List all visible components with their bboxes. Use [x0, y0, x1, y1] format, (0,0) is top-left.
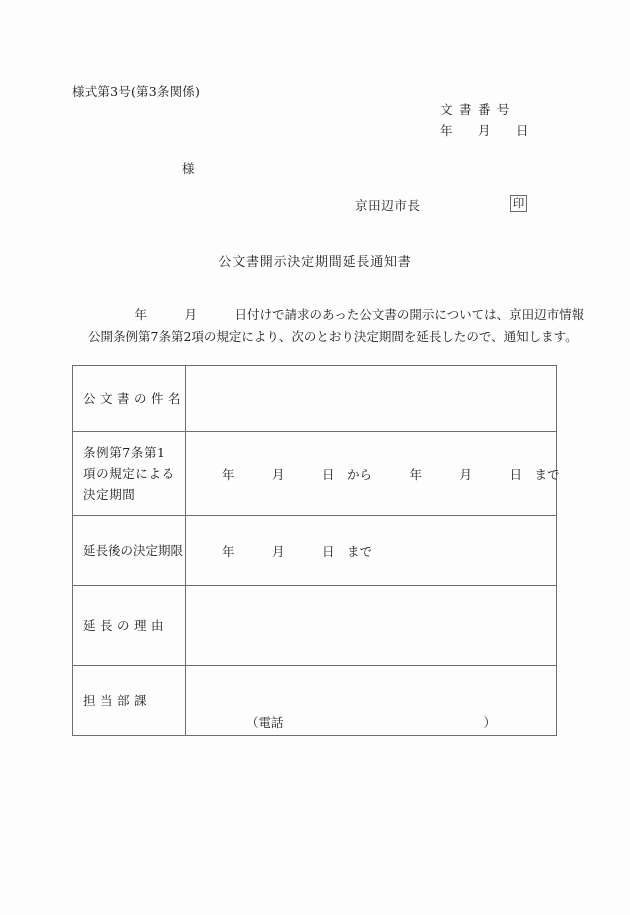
- table-row: [73, 586, 557, 666]
- table-row: [73, 516, 557, 586]
- body-line-2: 公開条例第7条第2項の規定により、次のとおり決定期間を延長したので、通知します。: [88, 329, 578, 344]
- table-row: [73, 666, 557, 736]
- row-value-subject[interactable]: [186, 366, 557, 432]
- value-text: 年 月 日 から 年 月 日 まで: [222, 466, 560, 482]
- seal-stamp-box: 印: [510, 195, 527, 212]
- table-row: [73, 432, 557, 516]
- addressee-honorific: 様: [182, 161, 195, 176]
- form-number: 様式第3号(第3条関係): [72, 84, 201, 99]
- body-paragraph: [72, 304, 585, 348]
- row-label-extended-deadline: [73, 516, 186, 586]
- document-date-label: 年 月 日: [440, 123, 536, 138]
- label-text: 条例第7条第1項の規定による決定期間: [83, 445, 175, 502]
- label-text: 延長後の決定期限: [83, 543, 184, 558]
- row-value-original-period[interactable]: [186, 432, 560, 516]
- label-text: 延長の理由: [83, 618, 169, 633]
- label-text: 担当部課: [83, 693, 152, 708]
- label-text: 公文書の件名: [83, 391, 186, 406]
- body-line-1: 年 月 日付けで請求のあった公文書の開示については、京田辺市情報: [72, 307, 585, 322]
- issuer-name: 京田辺市長: [355, 198, 421, 213]
- row-value-reason[interactable]: [186, 586, 557, 666]
- document-number-label: 文書番号: [440, 102, 517, 117]
- row-label-subject: [73, 366, 186, 432]
- telephone-field[interactable]: （電話 ）: [245, 715, 496, 730]
- table-row: [73, 366, 557, 432]
- page-title: 公文書開示決定期間延長通知書: [218, 255, 412, 270]
- row-value-extended-deadline[interactable]: [186, 516, 557, 586]
- row-label-reason: [73, 586, 186, 666]
- notification-form-table: [72, 365, 560, 736]
- value-text: 年 月 日 まで: [222, 543, 373, 559]
- row-value-department[interactable]: [186, 666, 557, 736]
- row-label-original-period: [73, 432, 186, 516]
- row-label-department: [73, 666, 186, 736]
